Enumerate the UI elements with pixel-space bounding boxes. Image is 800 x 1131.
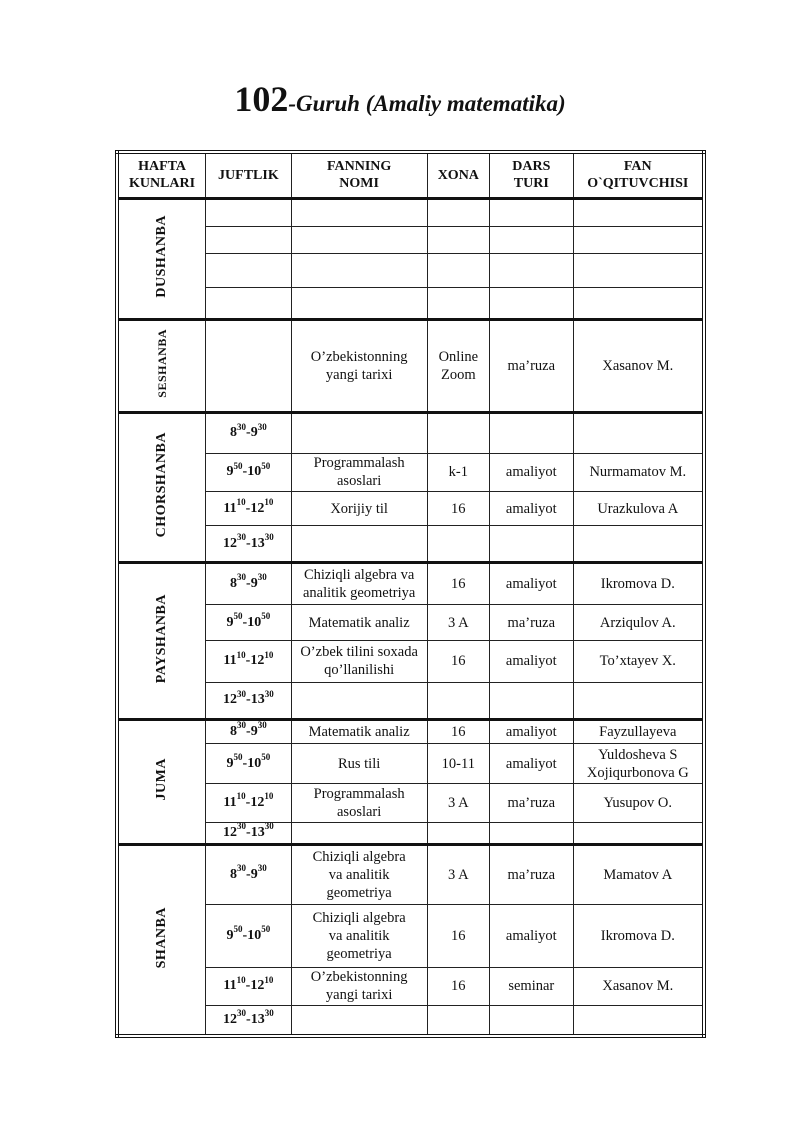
pair-time: $12^{30}-13^{30}$ (206, 1006, 292, 1036)
room-cell: 3 A (427, 604, 489, 640)
subject-cell: Chiziqli algebra va analitik geometriya (291, 905, 427, 967)
teacher-cell: Xasanov M. (573, 967, 704, 1005)
room-cell (427, 412, 489, 453)
type-cell: amaliyot (490, 453, 574, 491)
schedule-table (115, 150, 706, 1038)
pair-time: $8^{30}-9^{30}$ (206, 844, 292, 904)
table-row (117, 844, 704, 904)
table-row (117, 227, 704, 254)
subject-cell: O’zbekistonning yangi tarixi (291, 967, 427, 1005)
group-name: -Guruh (Amaliy matematika) (288, 91, 566, 116)
room-cell: 16 (427, 562, 489, 604)
pair-time: $12^{30}-13^{30}$ (206, 822, 292, 844)
room-cell: 3 A (427, 784, 489, 822)
subject-cell: Matematik analiz (291, 719, 427, 743)
table-row (117, 784, 704, 822)
type-cell: amaliyot (490, 719, 574, 743)
type-cell: ma’ruza (490, 604, 574, 640)
header-day: HAFTA KUNLARI (117, 152, 206, 198)
type-cell: amaliyot (490, 562, 574, 604)
day-cell-chorshanba: CHORSHANBA (117, 412, 206, 562)
pair-time: $9^{50}-10^{50}$ (206, 453, 292, 491)
day-cell-dushanba: DUSHANBA (117, 198, 206, 319)
subject-cell: Xorijiy til (291, 492, 427, 526)
pair-time: $12^{30}-13^{30}$ (206, 682, 292, 719)
pair-time: $9^{50}-10^{50}$ (206, 905, 292, 967)
pair-time: $12^{30}-13^{30}$ (206, 526, 292, 562)
table-row (117, 254, 704, 287)
header-subject: FANNING NOMI (291, 152, 427, 198)
room-cell: 16 (427, 967, 489, 1005)
pair-time: $8^{30}-9^{30}$ (206, 412, 292, 453)
subject-cell: Chiziqli algebra va analitik geometriya (291, 562, 427, 604)
pair-time: $11^{10}-12^{10}$ (206, 784, 292, 822)
room-cell: 16 (427, 905, 489, 967)
type-cell: ma’ruza (490, 844, 574, 904)
room-cell: 3 A (427, 844, 489, 904)
day-cell-shanba: SHANBA (117, 844, 206, 1036)
pair-time: $9^{50}-10^{50}$ (206, 744, 292, 784)
subject-cell: Matematik analiz (291, 604, 427, 640)
table-row (117, 412, 704, 453)
header-pair: JUFTLIK (206, 152, 292, 198)
type-cell: amaliyot (490, 492, 574, 526)
subject-cell (291, 412, 427, 453)
room-cell: Online Zoom (427, 319, 489, 412)
group-number: 102 (234, 79, 289, 119)
type-cell: amaliyot (490, 744, 574, 784)
teacher-cell: Yuldosheva S Xojiqurbonova G (573, 744, 704, 784)
table-row (117, 492, 704, 526)
subject-cell: Chiziqli algebra va analitik geometriya (291, 844, 427, 904)
table-row (117, 604, 704, 640)
subject-cell: Programmalash asoslari (291, 453, 427, 491)
pair-time: $9^{50}-10^{50}$ (206, 604, 292, 640)
type-cell: ma’ruza (490, 319, 574, 412)
pair-time: $11^{10}-12^{10}$ (206, 492, 292, 526)
table-row (117, 287, 704, 319)
pair-time: $8^{30}-9^{30}$ (206, 562, 292, 604)
room-cell: 10-11 (427, 744, 489, 784)
room-cell: 16 (427, 641, 489, 682)
teacher-cell: Xasanov M. (573, 319, 704, 412)
teacher-cell: Ikromova D. (573, 905, 704, 967)
day-cell-juma: JUMA (117, 719, 206, 844)
table-row (117, 967, 704, 1005)
teacher-cell: Nurmamatov M. (573, 453, 704, 491)
schedule-table-wrapper (115, 150, 706, 1038)
day-cell-seshanba: SESHANBA (117, 319, 206, 412)
table-row (117, 682, 704, 719)
pair-time: $11^{10}-12^{10}$ (206, 967, 292, 1005)
teacher-cell: Yusupov O. (573, 784, 704, 822)
table-row (117, 719, 704, 743)
pair-time: $8^{30}-9^{30}$ (206, 719, 292, 743)
table-row (117, 198, 704, 226)
subject-cell: Rus tili (291, 744, 427, 784)
table-row (117, 641, 704, 682)
teacher-cell: Urazkulova A (573, 492, 704, 526)
table-row (117, 905, 704, 967)
table-row (117, 319, 704, 412)
teacher-cell (573, 412, 704, 453)
day-cell-payshanba: PAYSHANBA (117, 562, 206, 719)
table-row (117, 453, 704, 491)
type-cell: seminar (490, 967, 574, 1005)
type-cell: amaliyot (490, 905, 574, 967)
table-row (117, 526, 704, 562)
header-teacher: FAN O`QITUVCHISI (573, 152, 704, 198)
header-room: XONA (427, 152, 489, 198)
type-cell: ma’ruza (490, 784, 574, 822)
teacher-cell: Fayzullayeva (573, 719, 704, 743)
table-row (117, 744, 704, 784)
room-cell: k-1 (427, 453, 489, 491)
page-title (0, 78, 800, 120)
header-row (117, 152, 704, 198)
room-cell: 16 (427, 492, 489, 526)
table-row (117, 822, 704, 844)
type-cell: amaliyot (490, 641, 574, 682)
teacher-cell: To’xtayev X. (573, 641, 704, 682)
subject-cell: Programmalash asoslari (291, 784, 427, 822)
subject-cell: O’zbekistonning yangi tarixi (291, 319, 427, 412)
pair-time (206, 319, 292, 412)
teacher-cell: Arziqulov A. (573, 604, 704, 640)
header-type: DARS TURI (490, 152, 574, 198)
subject-cell: O’zbek tilini soxada qo’llanilishi (291, 641, 427, 682)
room-cell: 16 (427, 719, 489, 743)
table-row (117, 1006, 704, 1036)
teacher-cell: Mamatov A (573, 844, 704, 904)
pair-time: $11^{10}-12^{10}$ (206, 641, 292, 682)
table-row (117, 562, 704, 604)
type-cell (490, 412, 574, 453)
teacher-cell: Ikromova D. (573, 562, 704, 604)
